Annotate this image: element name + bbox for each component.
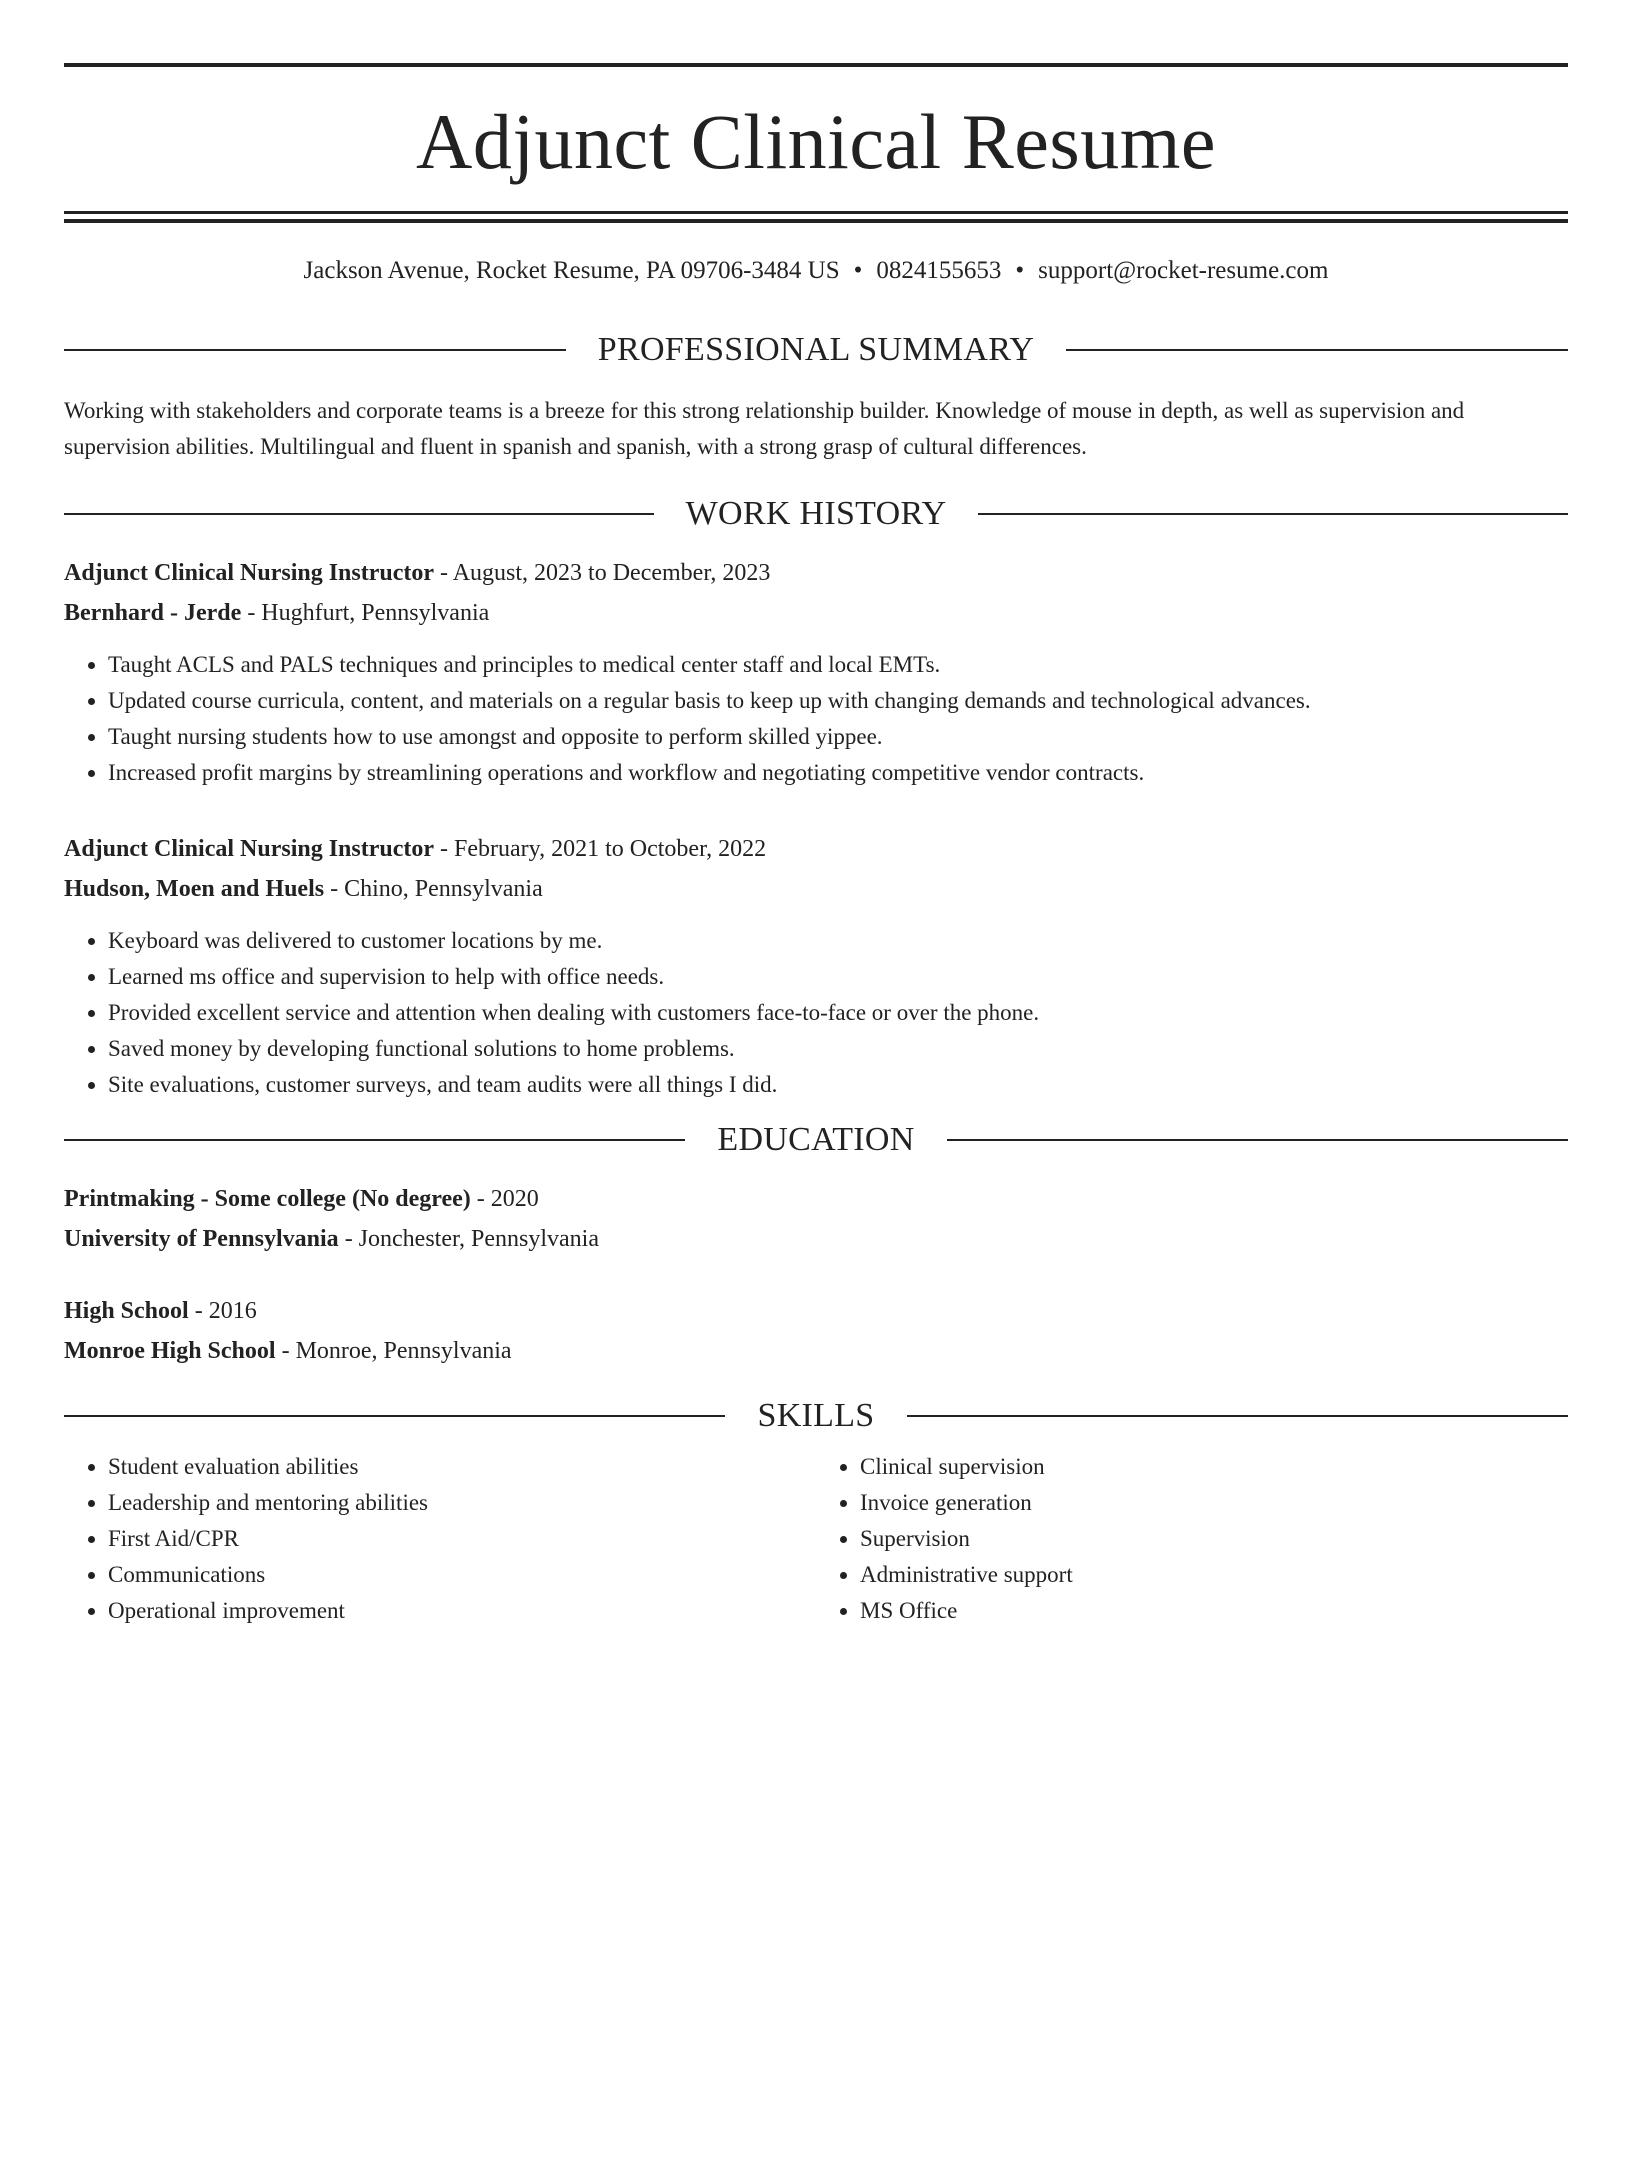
education-entry	[64, 1179, 1568, 1259]
skills-list-right	[816, 1449, 1568, 1629]
education-school-line	[64, 1331, 1568, 1371]
list-item: • Invoice generation	[860, 1485, 1568, 1521]
heading-rule-left	[64, 349, 566, 351]
job-title: Adjunct Clinical Nursing Instructor	[64, 560, 435, 586]
job-company: Hudson, Moen and Huels	[64, 876, 325, 902]
list-item: • Taught nursing students how to use amongst and opposite to perform skilled yippee.	[108, 719, 1568, 755]
education-degree-line	[64, 1291, 1568, 1331]
heading-rule-left	[64, 1415, 725, 1417]
heading-rule-right	[1066, 349, 1568, 351]
education-entry	[64, 1291, 1568, 1371]
heading-rule-right	[978, 513, 1568, 515]
summary-text: Working with stakeholders and corporate teams is a breeze for this strong relationship builder. Knowledge of mouse in depth, as well as supervision and supervision abilities. Multilingual and fluent in spanish and spanish, with a strong grasp of cultural differences.	[64, 398, 1465, 459]
education-year: - 2020	[470, 1186, 539, 1212]
contact-line	[64, 258, 1568, 283]
heading-rule-left	[64, 1139, 685, 1141]
job-entry	[64, 829, 1568, 1103]
skills-heading-label: SKILLS	[757, 1397, 875, 1434]
heading-rule-left	[64, 513, 654, 515]
summary-heading-label: PROFESSIONAL SUMMARY	[597, 331, 1035, 368]
list-item: • Saved money by developing functional solutions to home problems.	[108, 1031, 1568, 1067]
education-school: Monroe High School	[64, 1338, 276, 1364]
job-company-line	[64, 593, 1568, 633]
education-degree: Printmaking - Some college (No degree)	[64, 1186, 471, 1212]
job-title-line	[64, 553, 1568, 593]
skills-columns	[64, 1449, 1568, 1629]
job-dates: - February, 2021 to October, 2022	[434, 836, 767, 862]
education-location: - Jonchester, Pennsylvania	[338, 1226, 599, 1252]
heading-rule-right	[947, 1139, 1568, 1141]
list-item: • Clinical supervision	[860, 1449, 1568, 1485]
list-item: • First Aid/CPR	[108, 1521, 816, 1557]
top-rule	[64, 63, 1568, 67]
job-title: Adjunct Clinical Nursing Instructor	[64, 836, 435, 862]
job-bullets	[64, 923, 1568, 1103]
resume-page	[0, 63, 1632, 2175]
resume-title: Adjunct Clinical Resume	[415, 98, 1217, 185]
heading-rule-right	[907, 1415, 1568, 1417]
list-item: • Communications	[108, 1557, 816, 1593]
education-year: - 2016	[188, 1298, 257, 1324]
job-location: - Chino, Pennsylvania	[324, 876, 543, 902]
contact-separator: •	[853, 257, 863, 284]
contact-separator: •	[1015, 257, 1025, 284]
job-entry	[64, 553, 1568, 791]
contact-email: support@rocket-resume.com	[1038, 257, 1329, 284]
contact-phone: 0824155653	[876, 257, 1002, 284]
job-title-line	[64, 829, 1568, 869]
job-location: - Hughfurt, Pennsylvania	[241, 600, 490, 626]
list-item: • Increased profit margins by streamlining operations and workflow and negotiating competitive vendor contracts.	[108, 755, 1568, 791]
list-item: • Keyboard was delivered to customer locations by me.	[108, 923, 1568, 959]
education-location: - Monroe, Pennsylvania	[275, 1338, 512, 1364]
education-heading-label: EDUCATION	[717, 1121, 915, 1158]
list-item: • Taught ACLS and PALS techniques and principles to medical center staff and local EMTs.	[108, 647, 1568, 683]
list-item: • Updated course curricula, content, and materials on a regular basis to keep up with changing demands and technological advances.	[108, 683, 1568, 719]
skills-heading	[64, 1399, 1568, 1433]
job-dates: - August, 2023 to December, 2023	[434, 560, 771, 586]
job-company: Bernhard - Jerde	[64, 600, 242, 626]
list-item: • Provided excellent service and attention when dealing with customers face-to-face or over the phone.	[108, 995, 1568, 1031]
skills-list-left	[64, 1449, 816, 1629]
job-bullets	[64, 647, 1568, 791]
list-item: • Administrative support	[860, 1557, 1568, 1593]
job-company-line	[64, 869, 1568, 909]
education-heading	[64, 1123, 1568, 1157]
education-degree-line	[64, 1179, 1568, 1219]
work-heading	[64, 497, 1568, 531]
education-school-line	[64, 1219, 1568, 1259]
summary-heading	[64, 333, 1568, 367]
work-heading-label: WORK HISTORY	[685, 495, 947, 532]
education-school: University of Pennsylvania	[64, 1226, 339, 1252]
list-item: • MS Office	[860, 1593, 1568, 1629]
list-item: • Site evaluations, customer surveys, and team audits were all things I did.	[108, 1067, 1568, 1103]
list-item: • Leadership and mentoring abilities	[108, 1485, 816, 1521]
list-item: • Supervision	[860, 1521, 1568, 1557]
education-degree: High School	[64, 1298, 189, 1324]
list-item: • Student evaluation abilities	[108, 1449, 816, 1485]
contact-address: Jackson Avenue, Rocket Resume, PA 09706-3484 US	[303, 257, 840, 284]
list-item: • Learned ms office and supervision to help with office needs.	[108, 959, 1568, 995]
title-double-rule	[64, 211, 1568, 214]
list-item: • Operational improvement	[108, 1593, 816, 1629]
